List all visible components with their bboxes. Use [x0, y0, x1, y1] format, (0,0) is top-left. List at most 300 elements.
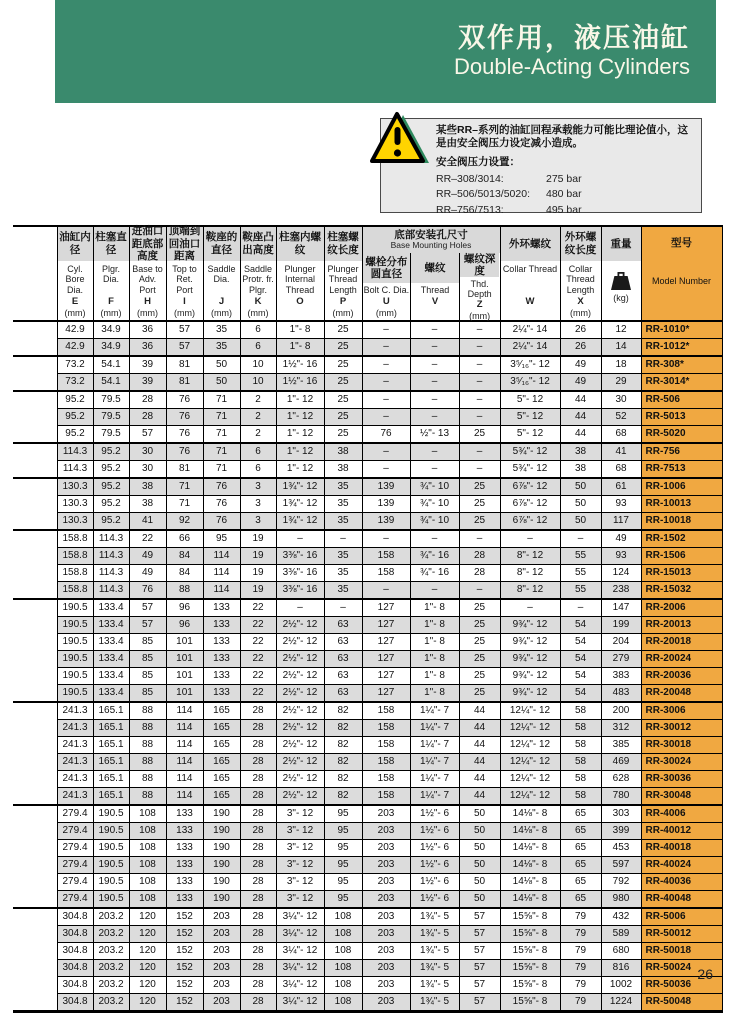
data-cell: 9¾"- 12	[500, 634, 560, 651]
data-cell: 3"- 12	[276, 857, 324, 874]
data-cell: 203	[362, 960, 410, 977]
data-cell: 26	[560, 339, 601, 357]
data-cell: 2½"- 12	[276, 617, 324, 634]
table-row	[13, 374, 722, 392]
data-cell: 28	[240, 823, 276, 840]
data-cell: 22	[240, 599, 276, 617]
data-cell: 6	[240, 443, 276, 461]
data-cell: 65	[560, 823, 601, 840]
data-cell: 28	[240, 771, 276, 788]
data-cell: 25	[459, 634, 500, 651]
data-cell: 241.3	[57, 771, 93, 788]
data-cell: 165	[203, 754, 240, 771]
row-margin-cell	[13, 805, 57, 823]
data-cell: 15⅝"- 8	[500, 943, 560, 960]
col-title-en: Saddle Dia.	[207, 264, 236, 285]
data-cell: 2¼"- 14	[500, 321, 560, 339]
table-row	[13, 565, 722, 582]
data-cell: 92	[166, 513, 203, 531]
data-cell: 303	[601, 805, 641, 823]
model-number-cell: RR-5006	[641, 908, 722, 926]
data-cell: –	[362, 374, 410, 392]
data-cell: 88	[129, 754, 166, 771]
col-letter: Z	[476, 298, 483, 310]
row-margin-cell	[13, 994, 57, 1012]
data-cell: 8"- 12	[500, 548, 560, 565]
data-cell: 1¾"- 5	[410, 926, 459, 943]
data-cell: 241.3	[57, 788, 93, 806]
col-title-en: Thread	[420, 285, 450, 295]
data-cell: 279.4	[57, 857, 93, 874]
data-cell: 30	[129, 461, 166, 479]
data-cell: 158	[362, 737, 410, 754]
warning-text-block	[436, 119, 701, 218]
data-cell: 203	[203, 943, 240, 960]
data-cell: –	[459, 582, 500, 600]
data-cell: 114.3	[57, 443, 93, 461]
data-cell: 25	[459, 617, 500, 634]
col-title-zh: 外环螺纹	[501, 227, 560, 261]
row-margin-cell	[13, 582, 57, 600]
model-number-cell: RR-40012	[641, 823, 722, 840]
data-cell: 76	[203, 478, 240, 496]
data-cell: 133.4	[93, 685, 129, 703]
data-cell: 44	[459, 737, 500, 754]
data-cell: 30	[129, 443, 166, 461]
row-margin-cell	[13, 943, 57, 960]
data-cell: 79.5	[93, 426, 129, 444]
data-cell: 68	[601, 426, 641, 444]
warning-subtitle: 安全阀压力设置：	[436, 156, 520, 169]
model-number-cell: RR-20048	[641, 685, 722, 703]
data-cell: 127	[362, 634, 410, 651]
data-cell: 203	[362, 823, 410, 840]
col-title-zh: 型号	[671, 237, 692, 249]
data-cell: 1"- 8	[410, 685, 459, 703]
data-cell: 3	[240, 496, 276, 513]
data-cell: 127	[362, 617, 410, 634]
data-cell: 9¾"- 12	[500, 685, 560, 703]
data-cell: 3"- 12	[276, 823, 324, 840]
group-title-en: Base Mounting Holes	[390, 240, 472, 251]
data-cell: 117	[601, 513, 641, 531]
data-cell: 1¾"- 5	[410, 943, 459, 960]
data-cell: 12¼"- 12	[500, 754, 560, 771]
data-cell: 22	[129, 530, 166, 548]
relief-setting-row	[436, 187, 695, 202]
data-cell: 2½"- 12	[276, 737, 324, 754]
table-row	[13, 823, 722, 840]
model-number-cell: RR-1010*	[641, 321, 722, 339]
data-cell: 133	[203, 617, 240, 634]
data-cell: ¾"- 16	[410, 565, 459, 582]
data-cell: 203.2	[93, 994, 129, 1012]
data-cell: –	[459, 339, 500, 357]
data-cell: 199	[601, 617, 641, 634]
data-cell: 133	[166, 874, 203, 891]
data-cell: –	[459, 443, 500, 461]
data-cell: 14⅛"- 8	[500, 805, 560, 823]
data-cell: 76	[203, 513, 240, 531]
data-cell: 44	[560, 409, 601, 426]
data-cell: 19	[240, 565, 276, 582]
model-number-cell: RR-1006	[641, 478, 722, 496]
row-margin-cell	[13, 754, 57, 771]
row-margin-cell	[13, 977, 57, 994]
data-cell: 19	[240, 582, 276, 600]
table-row	[13, 599, 722, 617]
data-cell: 55	[560, 548, 601, 565]
table-row	[13, 530, 722, 548]
table-row	[13, 857, 722, 874]
data-cell: 279	[601, 651, 641, 668]
row-margin-cell	[13, 737, 57, 754]
data-cell: 14	[601, 339, 641, 357]
table-row	[13, 461, 722, 479]
data-cell: 152	[166, 994, 203, 1012]
data-cell: 76	[362, 426, 410, 444]
row-margin-cell	[13, 321, 57, 339]
data-cell: 3¼"- 12	[276, 977, 324, 994]
data-cell: 85	[129, 668, 166, 685]
data-cell: 85	[129, 634, 166, 651]
data-cell: 25	[324, 409, 362, 426]
data-cell: 453	[601, 840, 641, 857]
data-cell: 9¾"- 12	[500, 617, 560, 634]
relief-pressure: 495 bar	[546, 203, 582, 216]
data-cell: 3"- 12	[276, 891, 324, 909]
row-margin-cell	[13, 478, 57, 496]
data-cell: 1¼"- 7	[410, 788, 459, 806]
data-cell: 304.8	[57, 994, 93, 1012]
col-title-en: Plgr. Dia.	[101, 264, 120, 285]
data-cell: 2½"- 12	[276, 685, 324, 703]
data-cell: –	[410, 321, 459, 339]
data-cell: 42.9	[57, 339, 93, 357]
data-cell: 1½"- 6	[410, 823, 459, 840]
col-letter: V	[431, 296, 439, 308]
data-cell: 84	[166, 565, 203, 582]
data-cell: –	[560, 530, 601, 548]
data-cell: 203	[362, 943, 410, 960]
data-cell: 1¾"- 5	[410, 977, 459, 994]
data-cell: 49	[560, 374, 601, 392]
header-row	[13, 226, 722, 321]
col-letter: I	[183, 295, 186, 307]
data-cell: –	[560, 599, 601, 617]
row-margin-cell	[13, 634, 57, 651]
data-cell: 93	[601, 496, 641, 513]
table-row	[13, 548, 722, 565]
data-cell: 165.1	[93, 754, 129, 771]
col-title-zh: 螺栓分布圆直径	[363, 253, 411, 283]
data-cell: 88	[166, 582, 203, 600]
data-cell: 190.5	[57, 651, 93, 668]
data-cell: 58	[560, 702, 601, 720]
data-cell: 57	[459, 994, 500, 1012]
data-cell: –	[362, 409, 410, 426]
col-title-en: Thd. Depth	[467, 279, 492, 300]
data-cell: 1½"- 6	[410, 891, 459, 909]
data-cell: 95	[324, 823, 362, 840]
data-cell: 54	[560, 685, 601, 703]
col-title-en: Cyl. Bore Dia.	[65, 264, 85, 295]
table-row	[13, 874, 722, 891]
data-cell: 76	[166, 443, 203, 461]
data-cell: 25	[459, 668, 500, 685]
col-header-top-to-ret-port	[166, 226, 203, 321]
data-cell: 1¾"- 12	[276, 513, 324, 531]
data-cell: 1"- 8	[410, 617, 459, 634]
data-cell: 158	[362, 548, 410, 565]
model-number-cell: RR-756	[641, 443, 722, 461]
data-cell: 190.5	[93, 891, 129, 909]
data-cell: 35	[324, 478, 362, 496]
data-cell: 88	[129, 771, 166, 788]
data-cell: 120	[129, 908, 166, 926]
data-cell: 50	[459, 857, 500, 874]
row-margin-cell	[13, 356, 57, 374]
data-cell: –	[410, 339, 459, 357]
data-cell: 10	[240, 356, 276, 374]
data-cell: 190	[203, 823, 240, 840]
data-cell: 9¾"- 12	[500, 668, 560, 685]
data-cell: 165.1	[93, 720, 129, 737]
data-cell: 133	[203, 651, 240, 668]
page-title-chinese: 双作用，液压油缸	[458, 22, 690, 53]
data-cell: 158.8	[57, 565, 93, 582]
data-cell: 133	[203, 634, 240, 651]
row-margin-cell	[13, 874, 57, 891]
table-row	[13, 668, 722, 685]
data-cell: 165.1	[93, 788, 129, 806]
row-margin-cell	[13, 426, 57, 444]
data-cell: 2½"- 12	[276, 788, 324, 806]
data-cell: 2½"- 12	[276, 771, 324, 788]
data-cell: –	[410, 582, 459, 600]
table-row	[13, 685, 722, 703]
data-cell: 114	[166, 720, 203, 737]
data-cell: 50	[560, 496, 601, 513]
warning-box	[380, 118, 702, 216]
data-cell: 58	[560, 720, 601, 737]
data-cell: 38	[129, 496, 166, 513]
data-cell: 399	[601, 823, 641, 840]
data-cell: 95	[203, 530, 240, 548]
model-number-cell: RR-30024	[641, 754, 722, 771]
data-cell: 79	[560, 943, 601, 960]
col-title-zh: 顶端到回油口距离	[167, 227, 203, 261]
data-cell: 71	[203, 391, 240, 409]
data-cell: 65	[560, 805, 601, 823]
data-cell: 5¾"- 12	[500, 443, 560, 461]
data-cell: 12¼"- 12	[500, 737, 560, 754]
col-title-en: Plunger Internal Thread	[284, 264, 316, 295]
col-header-cyl-bore-dia	[57, 226, 93, 321]
data-cell: 65	[560, 840, 601, 857]
data-cell: 190.5	[93, 840, 129, 857]
data-cell: 279.4	[57, 874, 93, 891]
data-cell: 95.2	[57, 426, 93, 444]
data-cell: 628	[601, 771, 641, 788]
data-cell: 44	[459, 702, 500, 720]
data-cell: 203	[203, 960, 240, 977]
data-cell: 203.2	[93, 960, 129, 977]
data-cell: 1¾"- 12	[276, 478, 324, 496]
data-cell: 58	[560, 737, 601, 754]
data-cell: 312	[601, 720, 641, 737]
data-cell: 6⅞"- 12	[500, 496, 560, 513]
data-cell: 158.8	[57, 548, 93, 565]
data-cell: 3⅜"- 16	[276, 582, 324, 600]
data-cell: 6⅞"- 12	[500, 513, 560, 531]
data-cell: 22	[240, 634, 276, 651]
data-cell: 203	[362, 994, 410, 1012]
data-cell: 6	[240, 339, 276, 357]
data-cell: 1¼"- 7	[410, 720, 459, 737]
data-cell: 124	[601, 565, 641, 582]
data-cell: 55	[560, 565, 601, 582]
data-cell: 15⅝"- 8	[500, 994, 560, 1012]
data-cell: 483	[601, 685, 641, 703]
data-cell: 35	[324, 548, 362, 565]
data-cell: 25	[324, 356, 362, 374]
data-cell: 1½"- 6	[410, 840, 459, 857]
data-cell: –	[410, 409, 459, 426]
data-cell: 158.8	[57, 582, 93, 600]
group-title	[363, 227, 500, 253]
data-cell: 127	[362, 599, 410, 617]
model-number-cell: RR-50036	[641, 977, 722, 994]
data-cell: 88	[129, 702, 166, 720]
data-cell: 28	[240, 788, 276, 806]
col-title-zh: 鞍座凸出高度	[241, 227, 276, 261]
model-number-cell: RR-40024	[641, 857, 722, 874]
data-cell: 28	[240, 840, 276, 857]
row-margin-cell	[13, 513, 57, 531]
row-margin-cell	[13, 548, 57, 565]
data-cell: 133	[166, 840, 203, 857]
model-number-cell: RR-2006	[641, 599, 722, 617]
data-cell: 95.2	[93, 478, 129, 496]
data-cell: 57	[129, 599, 166, 617]
col-title-zh: 螺纹	[411, 253, 459, 283]
data-cell: –	[410, 461, 459, 479]
warning-body: 某些RR–系列的油缸回程承载能力可能比理论值小，这是由安全阀压力设定减小造成。	[436, 124, 689, 150]
data-cell: 49	[601, 530, 641, 548]
data-cell: 1"- 12	[276, 426, 324, 444]
data-cell: 130.3	[57, 478, 93, 496]
data-cell: 28	[459, 565, 500, 582]
data-cell: –	[362, 321, 410, 339]
data-cell: 383	[601, 668, 641, 685]
data-cell: 3⁵⁄₁₆"- 12	[500, 374, 560, 392]
col-title-zh: 鞍座的直径	[204, 227, 240, 261]
data-cell: 114.3	[93, 530, 129, 548]
data-cell: 190.5	[57, 599, 93, 617]
data-cell: 385	[601, 737, 641, 754]
data-cell: 71	[203, 443, 240, 461]
data-cell: 158	[362, 754, 410, 771]
data-cell: 88	[129, 788, 166, 806]
data-cell: 816	[601, 960, 641, 977]
model-number-cell: RR-1502	[641, 530, 722, 548]
data-cell: 133	[166, 857, 203, 874]
data-cell: 18	[601, 356, 641, 374]
data-cell: 130.3	[57, 513, 93, 531]
data-cell: 41	[129, 513, 166, 531]
data-cell: 147	[601, 599, 641, 617]
data-cell: 28	[240, 926, 276, 943]
row-margin-cell	[13, 374, 57, 392]
table-row	[13, 908, 722, 926]
model-number-cell: RR-4006	[641, 805, 722, 823]
data-cell: 6	[240, 461, 276, 479]
table-row	[13, 840, 722, 857]
data-cell: 5"- 12	[500, 426, 560, 444]
data-cell: 61	[601, 478, 641, 496]
row-margin-cell	[13, 891, 57, 909]
data-cell: 50	[560, 513, 601, 531]
data-cell: 108	[129, 805, 166, 823]
weight-icon	[609, 271, 633, 293]
data-cell: 5"- 12	[500, 391, 560, 409]
model-number-cell: RR-40048	[641, 891, 722, 909]
data-cell: 44	[560, 426, 601, 444]
data-cell: 57	[129, 617, 166, 634]
data-cell: –	[459, 321, 500, 339]
data-cell: 2¼"- 14	[500, 339, 560, 357]
model-number-cell: RR-308*	[641, 356, 722, 374]
data-cell: –	[362, 391, 410, 409]
table-row	[13, 356, 722, 374]
data-cell: 25	[459, 651, 500, 668]
row-margin-cell	[13, 443, 57, 461]
table-row	[13, 651, 722, 668]
model-number-cell: RR-506	[641, 391, 722, 409]
data-cell: 190.5	[93, 874, 129, 891]
data-cell: 2½"- 12	[276, 668, 324, 685]
data-cell: 152	[166, 977, 203, 994]
data-cell: –	[410, 356, 459, 374]
data-cell: 71	[203, 426, 240, 444]
data-cell: 85	[129, 651, 166, 668]
data-cell: 36	[129, 339, 166, 357]
data-cell: 1½"- 6	[410, 805, 459, 823]
data-cell: 980	[601, 891, 641, 909]
data-cell: 133	[166, 805, 203, 823]
col-title-en: Collar Thread	[502, 264, 558, 274]
data-cell: 1½"- 6	[410, 857, 459, 874]
model-number-cell: RR-30012	[641, 720, 722, 737]
data-cell: 304.8	[57, 977, 93, 994]
table-row	[13, 634, 722, 651]
data-cell: 28	[240, 805, 276, 823]
data-cell: 152	[166, 926, 203, 943]
data-cell: 165	[203, 788, 240, 806]
data-cell: 139	[362, 496, 410, 513]
data-cell: –	[459, 374, 500, 392]
data-cell: 190	[203, 805, 240, 823]
data-cell: 114.3	[57, 461, 93, 479]
data-cell: 780	[601, 788, 641, 806]
data-cell: 165	[203, 702, 240, 720]
data-cell: 95.2	[93, 461, 129, 479]
data-cell: 6	[240, 321, 276, 339]
row-margin-cell	[13, 599, 57, 617]
model-number-cell: RR-15032	[641, 582, 722, 600]
data-cell: 35	[203, 321, 240, 339]
